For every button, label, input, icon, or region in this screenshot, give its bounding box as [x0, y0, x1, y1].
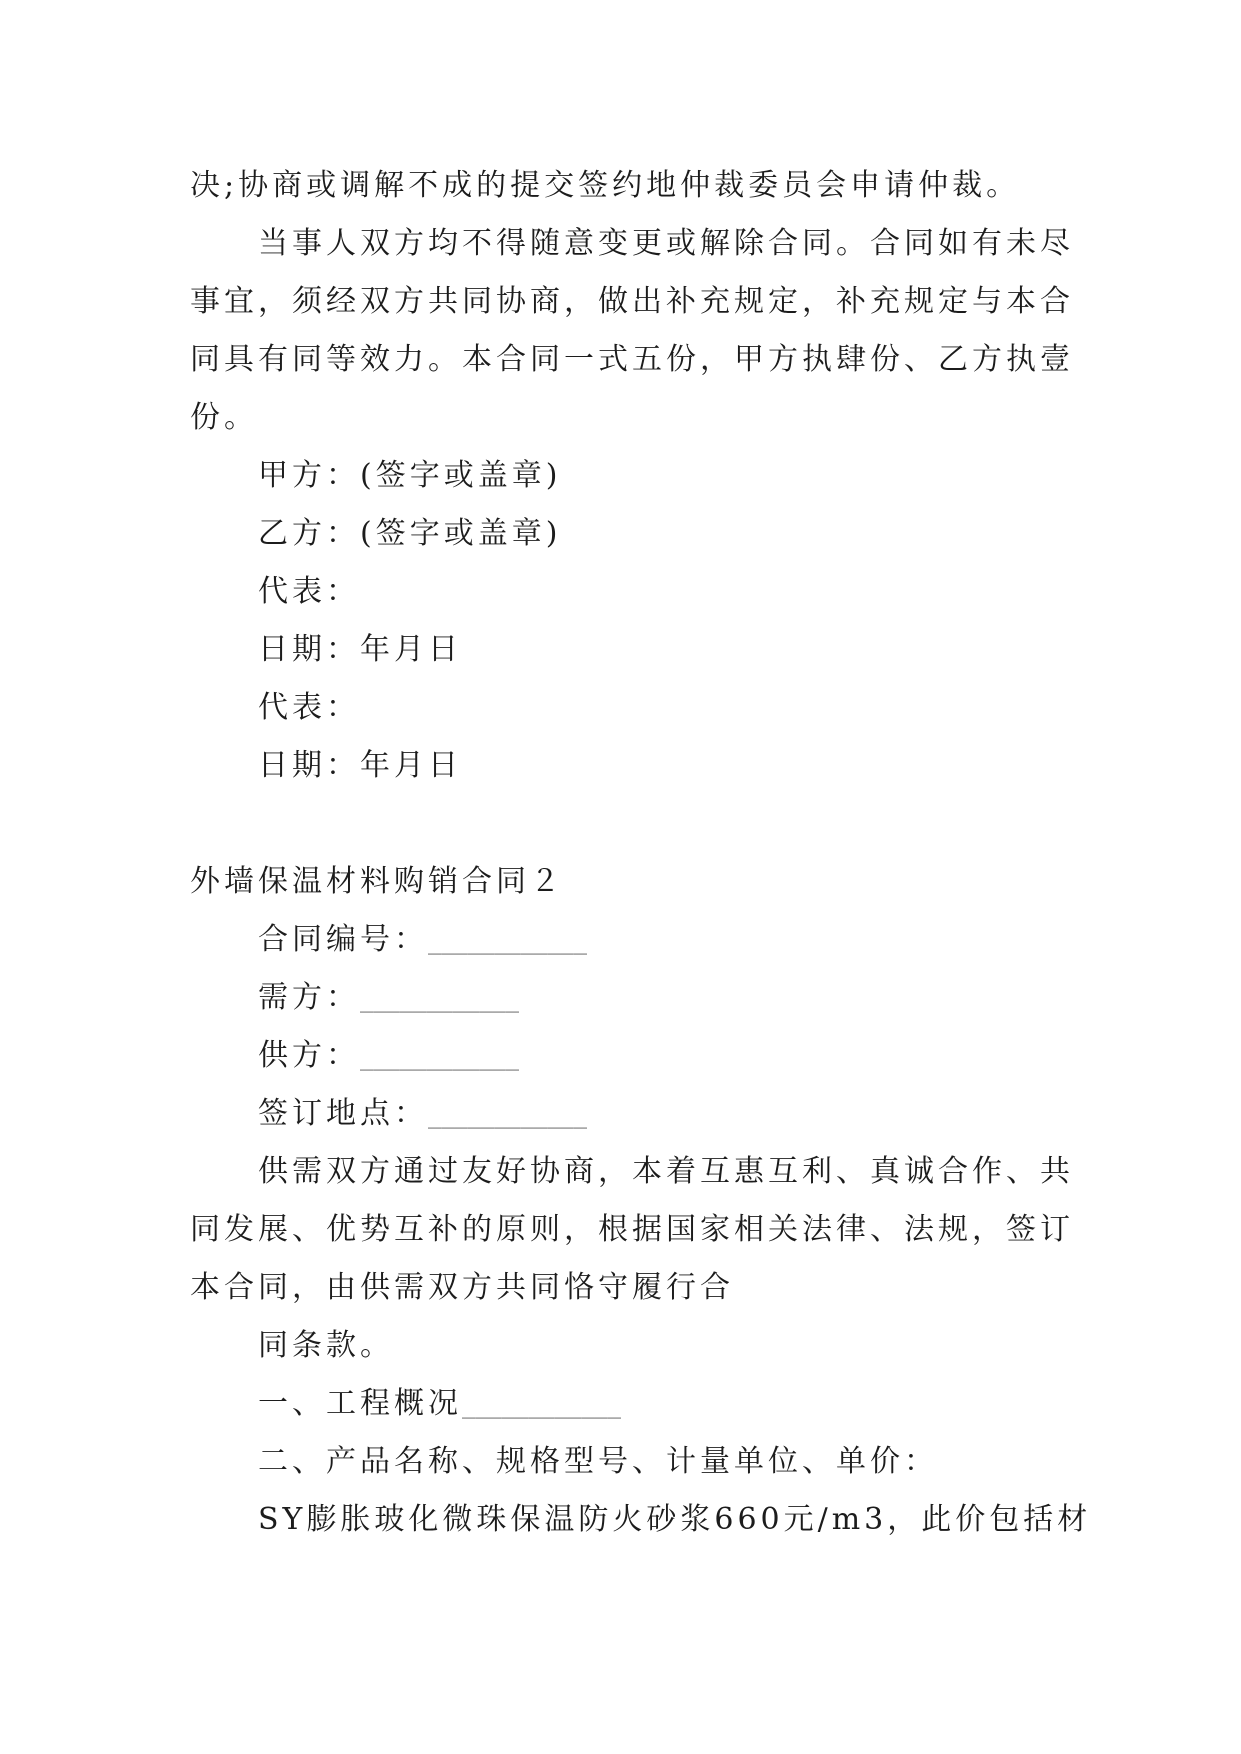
text-line: 同发展、优势互补的原则，根据国家相关法律、法规，签订 — [190, 1212, 1074, 1247]
text-line: 当事人双方均不得随意变更或解除合同。合同如有未尽 — [258, 226, 1074, 261]
text-line: 决;协商或调解不成的提交签约地仲裁委员会申请仲裁。 — [190, 168, 1021, 203]
clause-product-price: SY膨胀玻化微珠保温防火砂浆660元/m3，此价包括材 — [258, 1502, 1092, 1537]
section-gap — [190, 795, 1062, 853]
field-blank: ____________ — [428, 1104, 587, 1129]
supplier-field — [190, 1027, 1062, 1085]
field-label: 合同编号： — [258, 922, 428, 957]
field-label: 需方： — [258, 980, 360, 1015]
document-body — [190, 157, 1092, 1549]
buyer-field — [190, 969, 1062, 1027]
contract-number-field — [190, 911, 1062, 969]
text-line: 事宜，须经双方共同协商，做出补充规定，补充规定与本合 — [190, 284, 1074, 319]
field-label: 签订地点： — [258, 1096, 428, 1131]
section-title: 外墙保温材料购销合同２ — [190, 864, 564, 899]
field-blank: ____________ — [428, 930, 587, 955]
date-label: 日期：年月日 — [258, 632, 462, 667]
field-blank: ____________ — [360, 1046, 519, 1071]
field-blank: ____________ — [360, 988, 519, 1013]
text-line: 同条款。 — [258, 1328, 394, 1363]
signing-place-field — [190, 1085, 1062, 1143]
clause-label: 一、工程概况 — [258, 1386, 462, 1421]
party-b-signature: 乙方：(签字或盖章) — [258, 516, 562, 551]
text-line: 份。 — [190, 400, 258, 435]
party-a-signature: 甲方：(签字或盖章) — [258, 458, 562, 493]
text-line: 本合同，由供需双方共同恪守履行合 — [190, 1270, 734, 1305]
field-blank: ____________ — [462, 1394, 621, 1419]
representative-label: 代表： — [258, 690, 360, 725]
clause-product-info: 二、产品名称、规格型号、计量单位、单价： — [258, 1444, 938, 1479]
text-line: 同具有同等效力。本合同一式五份，甲方执肆份、乙方执壹 — [190, 342, 1074, 377]
date-label: 日期：年月日 — [258, 748, 462, 783]
field-label: 供方： — [258, 1038, 360, 1073]
text-line: 供需双方通过友好协商，本着互惠互利、真诚合作、共 — [258, 1154, 1074, 1189]
clause-project-overview — [190, 1375, 1062, 1433]
representative-label: 代表： — [258, 574, 360, 609]
